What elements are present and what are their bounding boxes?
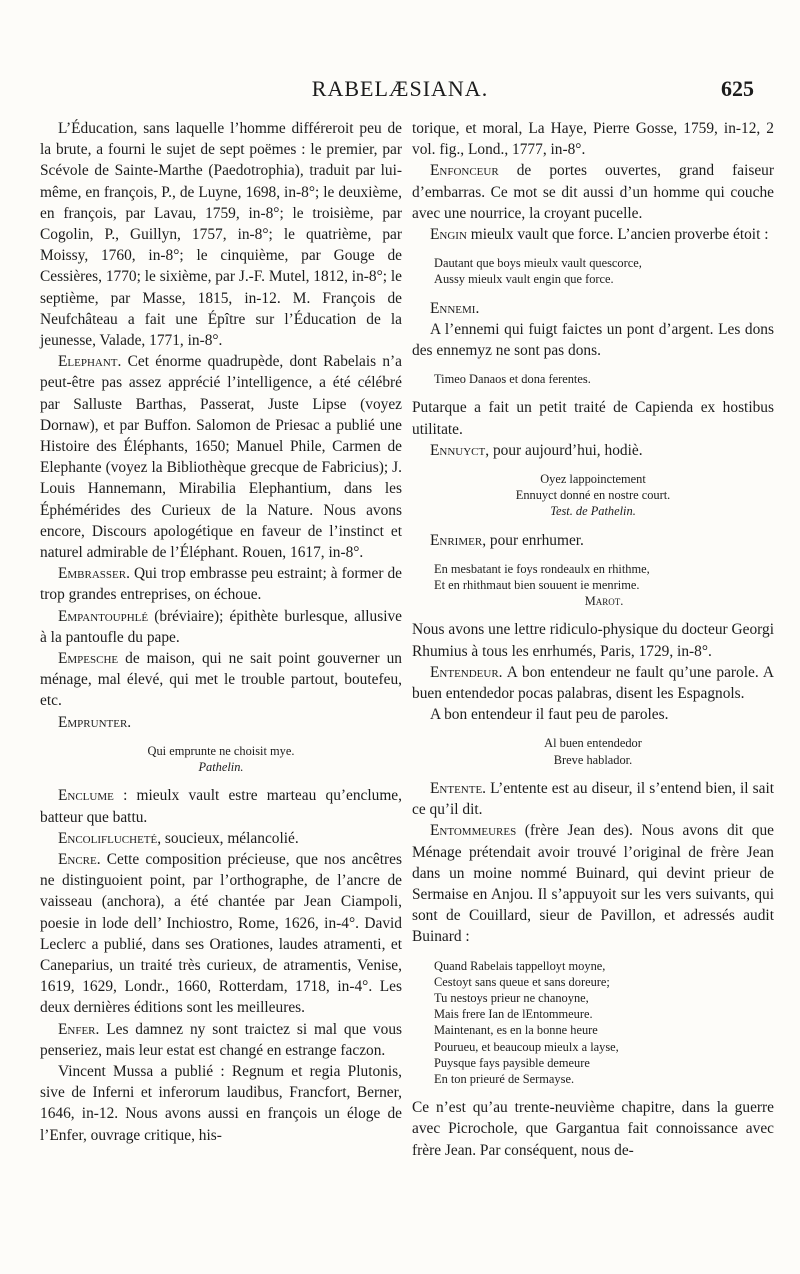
continued-text: Putarque a fait un petit traité de Capienda ex hostibus utilitate. [412,399,774,438]
entry-text: , soucieux, mélancolié. [157,829,299,847]
entry-text: (bréviaire); épithète burlesque, allusive à la pantoufle du pape. [40,607,402,646]
verse-line: Al buen entendedor [544,736,642,751]
continued-text: torique, et moral, La Haye, Pierre Gosse, 1759, in-12, 2 vol. fig., Lond., 1777, in-8°. [412,120,774,159]
entry-text: A bon entendeur ne fault qu’une parole. A buen entendedor pocas palabras, disent les Espagnols. [412,663,774,703]
verse-line: Dautant que boys mieulx vault quescorce, [434,256,642,271]
paragraph: L’Éducation, sans laquelle l’homme différeroit peu de la brute, a fourni le sujet de sept poëmes : le premier, par Scévole de Sainte-Marthe (Paedotrophia), traduit par lui-même, en françois, P., de Luyne, 1698, in-8°; le deuxième, en françois, par Lavau, 1759, in-8°; le troisième, par Cogolin, P., Guillyn, 1757, in-8°; le quatrième, par Moissy, 1760, in-8°; le cinquième, par Gouge de Cessières, 1770; le sixième, par J.-F. Mutel, 1812, in-8°; le septième, par Masse, 1815, in-12. M. François de Neufchâteau a fait une Épître sur l’Éducation de la jeunesse, Valade, 1771, in-8°. [40,120,402,350]
paragraph: A bon entendeur il faut peu de paroles. [430,706,669,724]
verse-line: Oyez lappoinctement [540,472,646,487]
running-title: RABELÆSIANA. [311,76,489,101]
dictionary-entry [40,1019,402,1061]
continued-text: Ce n’est qu’au trente-neuvième chapitre, dans la guerre avec Picrochole, que Gargantua fait connoissance avec frère Jean. Par conséquent, nous de- [412,1099,774,1159]
verse-line: En mesbatant ie foys rondeaulx en rhithme, [434,561,650,576]
entry-headword: Enclume [58,787,114,805]
dictionary-entry [412,160,774,224]
dictionary-entry [40,712,402,733]
entry-text: de portes ouvertes, grand faiseur d’embarras. Ce mot se dit aussi d’un homme qui couche avec une nourrice, la croyant pucelle. [412,162,774,222]
verse-quote [412,735,774,767]
quote-attribution: Test. de Pathelin. [550,504,636,519]
entry-headword: Embrasser. [58,565,130,583]
verse-line: Pourueu, et beaucoup mieulx a layse, [434,1039,619,1054]
entry-text: , pour enrhumer. [482,531,584,549]
verse-quote [412,471,774,520]
dictionary-entry [412,820,774,947]
entry-headword: Encoliflucheté [58,829,158,847]
right-column [412,118,774,1161]
entry-text: Qui trop embrasse peu estraint; à former de trop grandes entreprises, on échoue. [40,565,402,604]
entry-headword: Entommeures [430,822,517,840]
dictionary-entry [412,530,774,551]
dictionary-entry [40,606,402,648]
dictionary-entry [40,648,402,712]
verse-line: Aussy mieulx vault engin que force. [434,272,614,287]
entry-headword: Entente. [430,779,487,797]
verse-line: Et en rhithmaut bien souuent ie menrime. [434,578,640,593]
dictionary-entry [40,563,402,605]
verse-line: Mais frere Ian de lEntommeure. [434,1007,593,1022]
verse-line: Cestoyt sans queue et sans doreure; [434,974,610,989]
entry-headword: Elephant. [58,353,122,371]
dictionary-entry [40,849,402,1019]
verse-line: Puysque fays paysible demeure [434,1055,590,1070]
entry-headword: Empesche [58,650,119,668]
entry-text: Cette composition précieuse, que nos ancêtres ne distinguoient point, par l’orthographe, de l’ancre de vaisseau (anchora), a été chantée par Jean Ciampoli, poesie in lode dell’ Inchiostro, Rome, 1626, in-4°. David Leclerc a publié, dans ses Orationes, laudes atramenti, et Caneparius, un traité très curieux, de atramentis, Venise, 1619, 1629, Londr., 1660, Rotterdam, 1718, in-4°. Les deux dernières éditions sont les meilleures. [40,850,402,1017]
dictionary-entry [40,828,402,849]
verse-line: Breve hablador. [553,752,633,767]
dictionary-entry [40,785,402,827]
entry-headword: Ennuyct, [430,441,490,459]
dictionary-entry [412,662,774,704]
verse-quote [412,561,774,610]
entry-headword: Empantouphlé [58,607,149,625]
entry-text: Cet énorme quadrupède, dont Rabelais n’a peut-être pas assez apprécié l’intelligence, a été célébré par Salluste Barthas, Passerat, Juste Lipse (voyez Dornaw), et par Buffon. Salomon de Priesac a publié une Histoire des Éléphants, 1650; Manuel Phile, Carmen de Elephante (voyez la Bibliothèque grecque de Fabricius); J. Louis Hannemann, Mirabilia Elephantium, dans les Éphémérides des Curieux de la Nature. Nous avons encore, Discours apologétique en faveur de l’instinct et naturel admirable de l’Éléphant. Rouen, 1617, in-8°. [40,353,402,562]
entry-text: (frère Jean des). Nous avons dit que Ménage prétendait avoir trouvé l’original de frère Jean dans un moine nommé Buinard, qui devint prieur de Sermaise en Anjou. Il s’appuyoit sur les vers suivants, qui sont de Couillard, sieur de Pavillon, et adressés audit Buinard : [412,822,774,946]
dictionary-entry [412,224,774,245]
entry-text: mieulx vault que force. L’ancien proverbe étoit : [466,226,769,244]
entry-headword: Entendeur. [430,663,503,681]
running-head [0,76,800,106]
entry-text: : mieulx vault estre marteau qu’enclume, batteur que battu. [40,787,402,826]
quote-attribution: Marot. [584,594,624,609]
verse-quote [40,743,402,775]
entry-headword: Ennemi. [430,299,480,317]
entry-text: de maison, qui ne sait point gouverner un ménage, mal élevé, qui met le trouble partout, boutefeu, etc. [40,650,402,710]
entry-headword: Engin [430,226,467,244]
entry-text: pour aujourd’hui, hodiè. [489,441,643,459]
page-number: 625 [721,76,754,101]
dictionary-entry [412,778,774,820]
entry-headword: Enfer. [58,1020,100,1038]
paragraph: Vincent Mussa a publié : Regnum et regia Plutonis, sive de Inferni et inferorum laudibus, Francfort, Berner, 1646, in-12. Nous avons aussi en françois un éloge de l’Enfer, ouvrage critique, his- [40,1062,402,1144]
paragraph: A l’ennemi qui fuigt faictes un pont d’argent. Les dons des ennemyz ne sont pas dons. [412,320,774,360]
verse-line: Ennuyct donné en nostre court. [515,488,671,503]
dictionary-entry [412,298,774,319]
verse-quote [412,958,774,1088]
quote-attribution: Pathelin. [198,760,244,775]
entry-headword: Enrimer [430,531,483,549]
entry-headword: Enfonceur [430,162,499,180]
left-column [40,118,402,1146]
verse-line: Qui emprunte ne choisit mye. [147,743,295,758]
continued-text: Nous avons une lettre ridiculo-physique du docteur Georgi Rhumius à tous les enrhumés, Paris, 1729, in-8°. [412,621,774,660]
verse-line: Tu nestoys prieur ne chanoyne, [434,990,589,1005]
verse-line: En ton prieuré de Sermayse. [434,1071,575,1086]
verse-line: Maintenant, es en la bonne heure [434,1023,598,1038]
dictionary-entry [412,440,774,461]
entry-headword: Encre. [58,850,101,868]
verse-quote [412,371,774,387]
verse-line: Timeo Danaos et dona ferentes. [434,372,591,387]
verse-quote [412,255,774,287]
entry-text: L’entente est au diseur, il s’entend bien, il sait ce qu’il dit. [412,779,774,819]
entry-headword: Emprunter. [58,713,132,731]
dictionary-entry [40,351,402,563]
entry-text: Les damnez ny sont traictez si mal que vous penseriez, mais leur estat est changé en estrange faczon. [40,1020,402,1059]
verse-line: Quand Rabelais tappelloyt moyne, [434,958,606,973]
